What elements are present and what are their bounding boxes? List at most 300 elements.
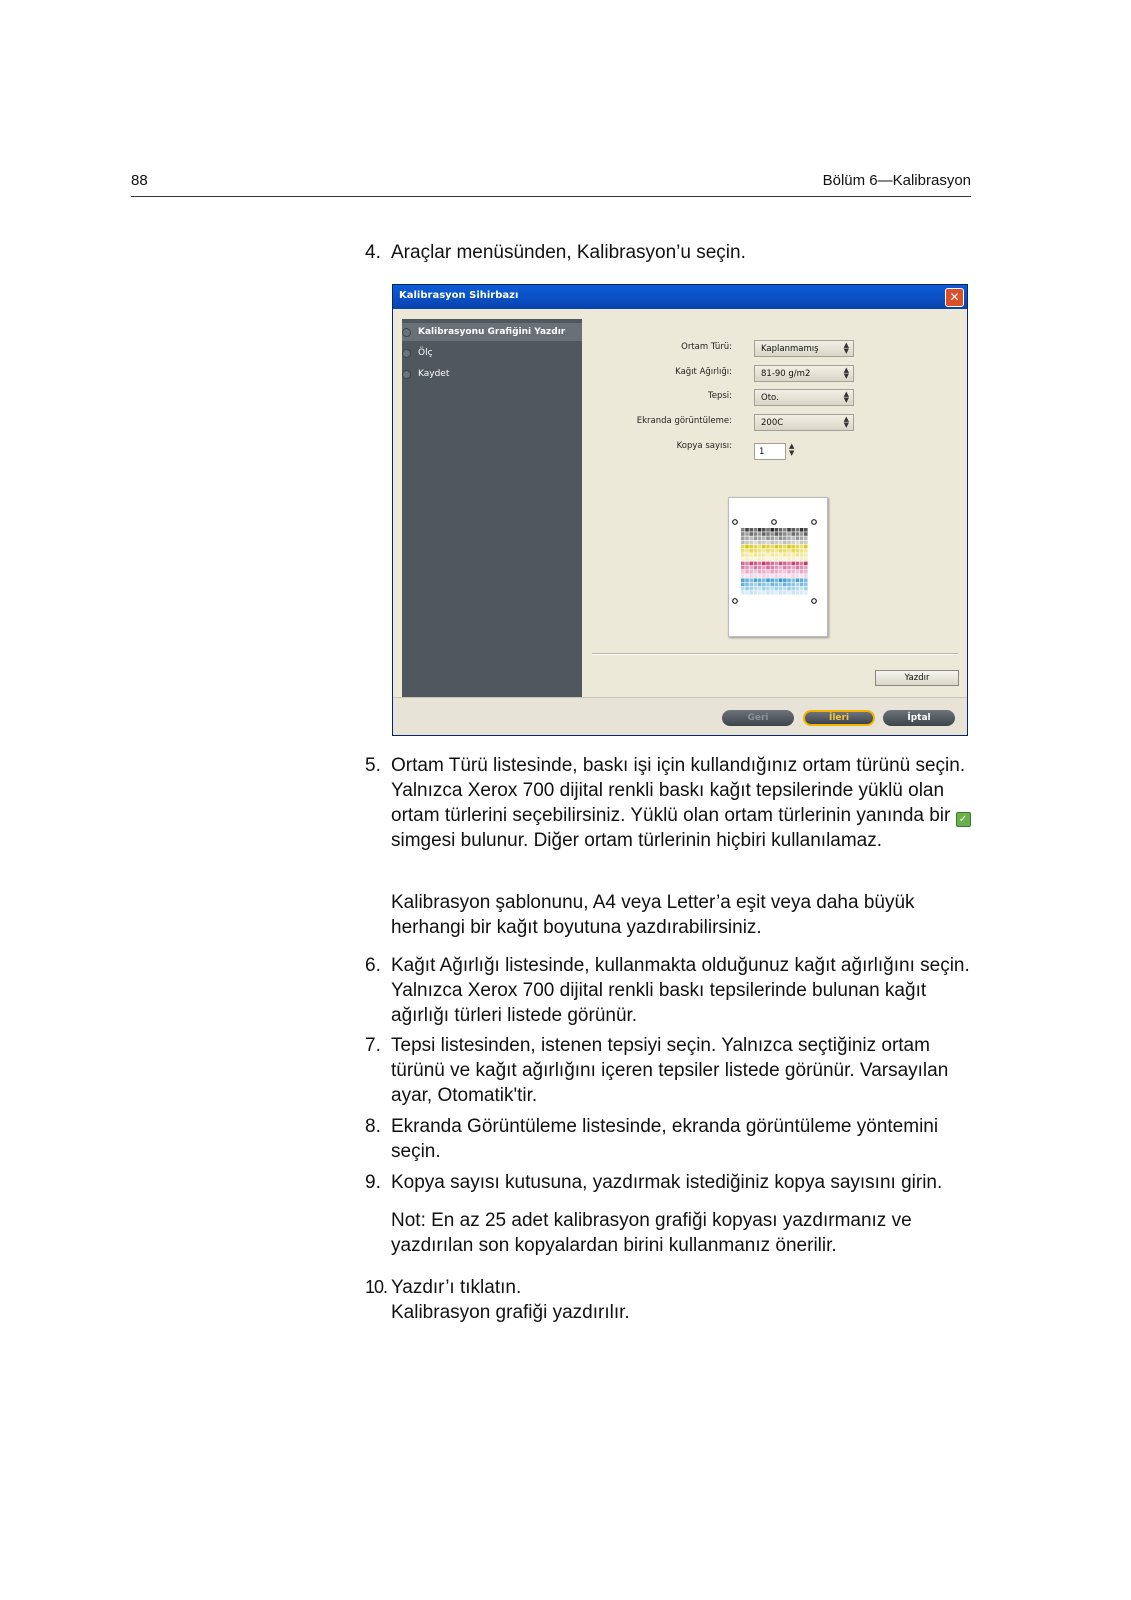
color-patch (796, 578, 800, 582)
display-label: Ekranda görüntüleme: (636, 416, 732, 426)
step-5 (365, 753, 975, 853)
color-patch (787, 587, 791, 591)
color-patch (770, 532, 774, 536)
color-patch (787, 574, 791, 578)
paper-weight-label: Kağıt Ağırlığı: (675, 367, 732, 377)
step-number: 6. (365, 955, 381, 976)
color-patch (754, 566, 758, 570)
updown-arrows-icon: ▲ ▼ (843, 390, 849, 404)
color-patch (804, 583, 808, 587)
color-patch (749, 574, 753, 578)
color-patch (762, 557, 766, 561)
color-patch (766, 541, 770, 545)
color-patch (745, 549, 749, 553)
color-patch (762, 536, 766, 540)
color-patch (754, 532, 758, 536)
registration-mark (733, 599, 738, 604)
color-patch (791, 536, 795, 540)
color-patch (800, 528, 804, 532)
color-patch (796, 536, 800, 540)
color-patch (758, 566, 762, 570)
color-patch (791, 583, 795, 587)
color-patch (770, 528, 774, 532)
color-patch (783, 541, 787, 545)
color-patch (766, 574, 770, 578)
step-4 (365, 240, 975, 265)
color-patch (749, 591, 753, 595)
color-patch (800, 553, 804, 557)
step-text: Yazdır’ı tıklatın. (391, 1277, 522, 1298)
color-patch (783, 528, 787, 532)
step-number: 5. (365, 755, 381, 776)
color-patch (766, 532, 770, 536)
color-patch (770, 557, 774, 561)
color-patch (745, 574, 749, 578)
color-patch (745, 536, 749, 540)
color-patch (804, 591, 808, 595)
color-patch (800, 587, 804, 591)
print-button[interactable]: Yazdır (875, 670, 959, 686)
color-patch (749, 532, 753, 536)
color-patch (800, 566, 804, 570)
page-number: 88 (131, 172, 148, 189)
color-patch (741, 541, 745, 545)
color-patch (745, 591, 749, 595)
sidebar-item-measure[interactable] (402, 344, 582, 362)
color-patch (741, 591, 745, 595)
step-number: 9. (365, 1172, 381, 1193)
color-patch (804, 557, 808, 561)
wizard-sidebar (402, 319, 582, 697)
color-patch (796, 528, 800, 532)
step-number: 7. (365, 1035, 381, 1056)
color-patch (741, 587, 745, 591)
color-patch (787, 536, 791, 540)
color-patch (741, 536, 745, 540)
step-7 (365, 1033, 975, 1108)
color-patch (770, 536, 774, 540)
color-patch (804, 566, 808, 570)
color-patch (762, 532, 766, 536)
color-patch (754, 583, 758, 587)
color-patch (766, 566, 770, 570)
step-10 (365, 1275, 975, 1325)
color-patch (796, 587, 800, 591)
color-patch (770, 583, 774, 587)
sidebar-item-label: Kalibrasyonu Grafiğini Yazdır (418, 327, 566, 337)
color-patch (762, 553, 766, 557)
color-patch (796, 553, 800, 557)
color-patch (762, 545, 766, 549)
color-patch (775, 583, 779, 587)
color-patch (775, 587, 779, 591)
color-patch (775, 562, 779, 566)
color-patch (791, 578, 795, 582)
color-patch (800, 541, 804, 545)
color-patch (762, 583, 766, 587)
step-9 (365, 1170, 975, 1195)
color-patch (783, 591, 787, 595)
color-patch (791, 562, 795, 566)
color-patch (741, 583, 745, 587)
color-patch (804, 562, 808, 566)
color-patch (766, 549, 770, 553)
color-patch (787, 553, 791, 557)
display-select[interactable] (754, 414, 854, 431)
color-patch (741, 557, 745, 561)
close-icon[interactable]: ✕ (945, 288, 964, 307)
tray-value: Oto. (761, 393, 779, 403)
color-patch (745, 557, 749, 561)
color-patch (791, 545, 795, 549)
color-patch (779, 545, 783, 549)
color-patch (770, 562, 774, 566)
color-patch (762, 566, 766, 570)
color-patch (775, 536, 779, 540)
color-patch (804, 570, 808, 574)
color-patch (779, 570, 783, 574)
color-patch (783, 574, 787, 578)
color-patch (758, 528, 762, 532)
color-patch (800, 545, 804, 549)
color-patch (783, 562, 787, 566)
color-patch (775, 557, 779, 561)
step-text: Ekranda Görüntüleme listesinde, ekranda görüntüleme yöntemini seçin. (391, 1116, 939, 1162)
color-patch (787, 562, 791, 566)
radio-icon (402, 370, 411, 379)
step-text: Araçlar menüsünden, Kalibrasyon’u seçin. (391, 242, 746, 263)
media-type-label: Ortam Türü: (681, 342, 732, 352)
sidebar-item-print-chart[interactable] (402, 323, 582, 341)
tray-select[interactable] (754, 389, 854, 406)
color-patch (804, 536, 808, 540)
color-patch (796, 574, 800, 578)
registration-mark (772, 520, 777, 525)
color-patch (791, 541, 795, 545)
color-patch (791, 532, 795, 536)
color-patch (783, 553, 787, 557)
color-patch (745, 532, 749, 536)
color-patch (770, 591, 774, 595)
color-patch (758, 541, 762, 545)
color-patch (787, 583, 791, 587)
color-patch (754, 591, 758, 595)
color-patch (762, 578, 766, 582)
copies-value: 1 (759, 447, 765, 457)
sidebar-item-label: Ölç (418, 348, 433, 358)
back-button[interactable]: Geri (722, 710, 794, 726)
next-button[interactable]: İleri (803, 710, 875, 726)
step-text-part: Ortam Türü listesinde, baskı işi için kullandığınız ortam türünü seçin. Yalnızca Xerox 700 dijital renkli baskı kağıt tepsilerinde yüklü olan ortam türlerini seçebilirsiniz. Yüklü olan ortam türlerinin yanında bir (391, 755, 966, 826)
color-patch (791, 557, 795, 561)
color-patch (800, 591, 804, 595)
color-patch (770, 549, 774, 553)
color-patch (783, 566, 787, 570)
color-patch (779, 528, 783, 532)
color-patch (749, 528, 753, 532)
color-patch (779, 557, 783, 561)
color-patch (783, 536, 787, 540)
color-patch (766, 587, 770, 591)
color-patch (758, 570, 762, 574)
color-patch (787, 545, 791, 549)
color-patch (791, 570, 795, 574)
registration-mark (812, 520, 817, 525)
step-text: Kopya sayısı kutusuna, yazdırmak istediğiniz kopya sayısını girin. (391, 1172, 943, 1193)
color-patch (800, 574, 804, 578)
color-patch (758, 583, 762, 587)
calibration-wizard-window (392, 284, 968, 736)
color-patch (787, 528, 791, 532)
color-patch (770, 553, 774, 557)
color-patch (787, 549, 791, 553)
updown-arrows-icon: ▲ ▼ (843, 366, 849, 380)
tray-label: Tepsi: (707, 391, 732, 401)
color-patch (754, 545, 758, 549)
color-patch (758, 574, 762, 578)
color-patch (758, 591, 762, 595)
color-patch (775, 541, 779, 545)
color-patch (770, 578, 774, 582)
color-patch (783, 578, 787, 582)
color-patch (745, 583, 749, 587)
step-text: Kağıt Ağırlığı listesinde, kullanmakta olduğunuz kağıt ağırlığını seçin. Yalnızca Xerox 700 dijital renkli baskı tepsilerinde bulunan kağıt ağırlığı türleri listede görünür. (391, 955, 970, 1026)
step-6 (365, 953, 975, 1028)
media-type-select[interactable] (754, 340, 854, 357)
color-patch (787, 557, 791, 561)
color-patch (800, 583, 804, 587)
step-text: Tepsi listesinden, istenen tepsiyi seçin. Yalnızca seçtiğiniz ortam türünü ve kağıt ağırlığını içeren tepsiler listede görünür. Varsayılan ayar, Otomatik'tir. (391, 1035, 949, 1106)
color-patch (796, 566, 800, 570)
color-patch (800, 578, 804, 582)
color-patch (749, 541, 753, 545)
step-number: 4. (365, 242, 381, 263)
color-patch (770, 574, 774, 578)
color-patch (770, 566, 774, 570)
color-patch (791, 591, 795, 595)
calibration-chart-image (729, 498, 827, 636)
cancel-button[interactable]: İptal (883, 710, 955, 726)
color-patch (758, 532, 762, 536)
color-patch (745, 562, 749, 566)
step-5-note: Kalibrasyon şablonunu, A4 veya Letter’a eşit veya daha büyük herhangi bir kağıt boyutuna yazdırabilirsiniz. (391, 892, 915, 938)
color-patch (741, 566, 745, 570)
color-patch (754, 574, 758, 578)
copies-spinner[interactable]: ▲ ▼ (789, 442, 795, 457)
color-patch (800, 549, 804, 553)
color-patch (745, 528, 749, 532)
paper-weight-value: 81-90 g/m2 (761, 369, 811, 379)
color-patch (754, 587, 758, 591)
color-patch (783, 570, 787, 574)
color-patch (766, 536, 770, 540)
color-patch (745, 570, 749, 574)
color-patch (791, 574, 795, 578)
color-patch (766, 570, 770, 574)
step-number: 8. (365, 1116, 381, 1137)
color-patch (775, 528, 779, 532)
step-text-part: simgesi bulunur. Diğer ortam türlerinin hiçbiri kullanılamaz. (391, 830, 883, 851)
color-patch (791, 553, 795, 557)
color-patch (800, 570, 804, 574)
color-patch (749, 570, 753, 574)
color-patch (804, 541, 808, 545)
color-patch (800, 536, 804, 540)
color-patch (749, 566, 753, 570)
color-patch (783, 587, 787, 591)
sidebar-item-label: Kaydet (418, 369, 450, 379)
color-patch (749, 562, 753, 566)
color-patch (770, 541, 774, 545)
color-patch (787, 578, 791, 582)
color-patch (770, 570, 774, 574)
color-patch (796, 562, 800, 566)
color-patch (766, 562, 770, 566)
updown-arrows-icon: ▲ ▼ (843, 341, 849, 355)
color-patch (787, 566, 791, 570)
color-patch (779, 574, 783, 578)
color-patch (745, 541, 749, 545)
color-patch (779, 549, 783, 553)
color-patch (754, 562, 758, 566)
color-patch (783, 545, 787, 549)
color-patch (766, 557, 770, 561)
radio-icon (402, 349, 411, 358)
color-patch (796, 549, 800, 553)
color-patch (796, 532, 800, 536)
color-patch (745, 578, 749, 582)
color-patch (775, 532, 779, 536)
color-patch (754, 536, 758, 540)
color-patch (766, 528, 770, 532)
color-patch (783, 549, 787, 553)
color-patch (754, 528, 758, 532)
color-patch (804, 553, 808, 557)
color-patch (766, 591, 770, 595)
color-patch (749, 536, 753, 540)
color-patch (754, 557, 758, 561)
color-patch (762, 574, 766, 578)
display-value: 200C (761, 418, 784, 428)
color-patch (800, 557, 804, 561)
color-patch (779, 566, 783, 570)
color-patch (749, 587, 753, 591)
window-titlebar (393, 285, 967, 309)
window-title: Kalibrasyon Sihirbazı (399, 290, 519, 301)
color-patch (741, 532, 745, 536)
color-patch (775, 578, 779, 582)
color-patch (758, 536, 762, 540)
color-patch (796, 557, 800, 561)
color-patch (791, 587, 795, 591)
color-patch (749, 578, 753, 582)
color-patch (787, 570, 791, 574)
color-patch (779, 583, 783, 587)
color-patch (770, 587, 774, 591)
color-patch (754, 541, 758, 545)
color-patch (762, 562, 766, 566)
color-patch (796, 541, 800, 545)
color-patch (762, 528, 766, 532)
color-patch (762, 587, 766, 591)
color-patch (800, 532, 804, 536)
color-patch (775, 545, 779, 549)
color-patch (749, 545, 753, 549)
media-type-value: Kaplanmamış (761, 344, 819, 354)
updown-arrows-icon: ▲ ▼ (843, 415, 849, 429)
color-patch (741, 549, 745, 553)
color-patch (775, 574, 779, 578)
color-patch (758, 553, 762, 557)
color-patch (804, 587, 808, 591)
chapter-title: Bölüm 6—Kalibrasyon (822, 172, 971, 189)
color-patch (804, 532, 808, 536)
step-number: 10. (365, 1277, 388, 1297)
color-patch (796, 570, 800, 574)
color-patch (775, 566, 779, 570)
step-9-note: Not: En az 25 adet kalibrasyon grafiği kopyası yazdırmanız ve yazdırılan son kopyalardan birini kullanmanız önerilir. (391, 1210, 912, 1256)
color-patch (741, 562, 745, 566)
color-patch (796, 591, 800, 595)
color-patch (745, 545, 749, 549)
copies-input[interactable] (754, 443, 786, 460)
color-patch (754, 549, 758, 553)
color-patch (741, 545, 745, 549)
color-patch (775, 591, 779, 595)
color-patch (804, 549, 808, 553)
color-patch (770, 545, 774, 549)
header-rule (131, 196, 971, 197)
color-patch (758, 545, 762, 549)
color-patch (766, 583, 770, 587)
color-patch (766, 545, 770, 549)
color-patch (758, 549, 762, 553)
color-patch (804, 545, 808, 549)
color-patch (787, 541, 791, 545)
color-patch (787, 532, 791, 536)
color-patch (741, 553, 745, 557)
color-patch (791, 566, 795, 570)
radio-icon (402, 328, 411, 337)
color-patch (804, 528, 808, 532)
color-patch (800, 562, 804, 566)
color-patch (783, 557, 787, 561)
step-text (391, 753, 975, 853)
copies-label: Kopya sayısı: (676, 441, 732, 451)
color-patch (754, 570, 758, 574)
step-result: Kalibrasyon grafiği yazdırılır. (391, 1302, 630, 1323)
color-patch (775, 549, 779, 553)
color-patch (749, 549, 753, 553)
color-patch (779, 553, 783, 557)
color-patch (779, 562, 783, 566)
sidebar-item-save[interactable] (402, 365, 582, 383)
color-patch (791, 549, 795, 553)
color-patch (762, 570, 766, 574)
color-patch (754, 578, 758, 582)
color-patch (749, 553, 753, 557)
color-patch (758, 578, 762, 582)
color-patch (766, 553, 770, 557)
color-patch (758, 557, 762, 561)
paper-weight-select[interactable] (754, 365, 854, 382)
color-patch (783, 532, 787, 536)
color-patch (779, 587, 783, 591)
color-patch (749, 557, 753, 561)
color-patch (741, 528, 745, 532)
calibration-chart-preview (728, 497, 828, 637)
color-patch (762, 549, 766, 553)
